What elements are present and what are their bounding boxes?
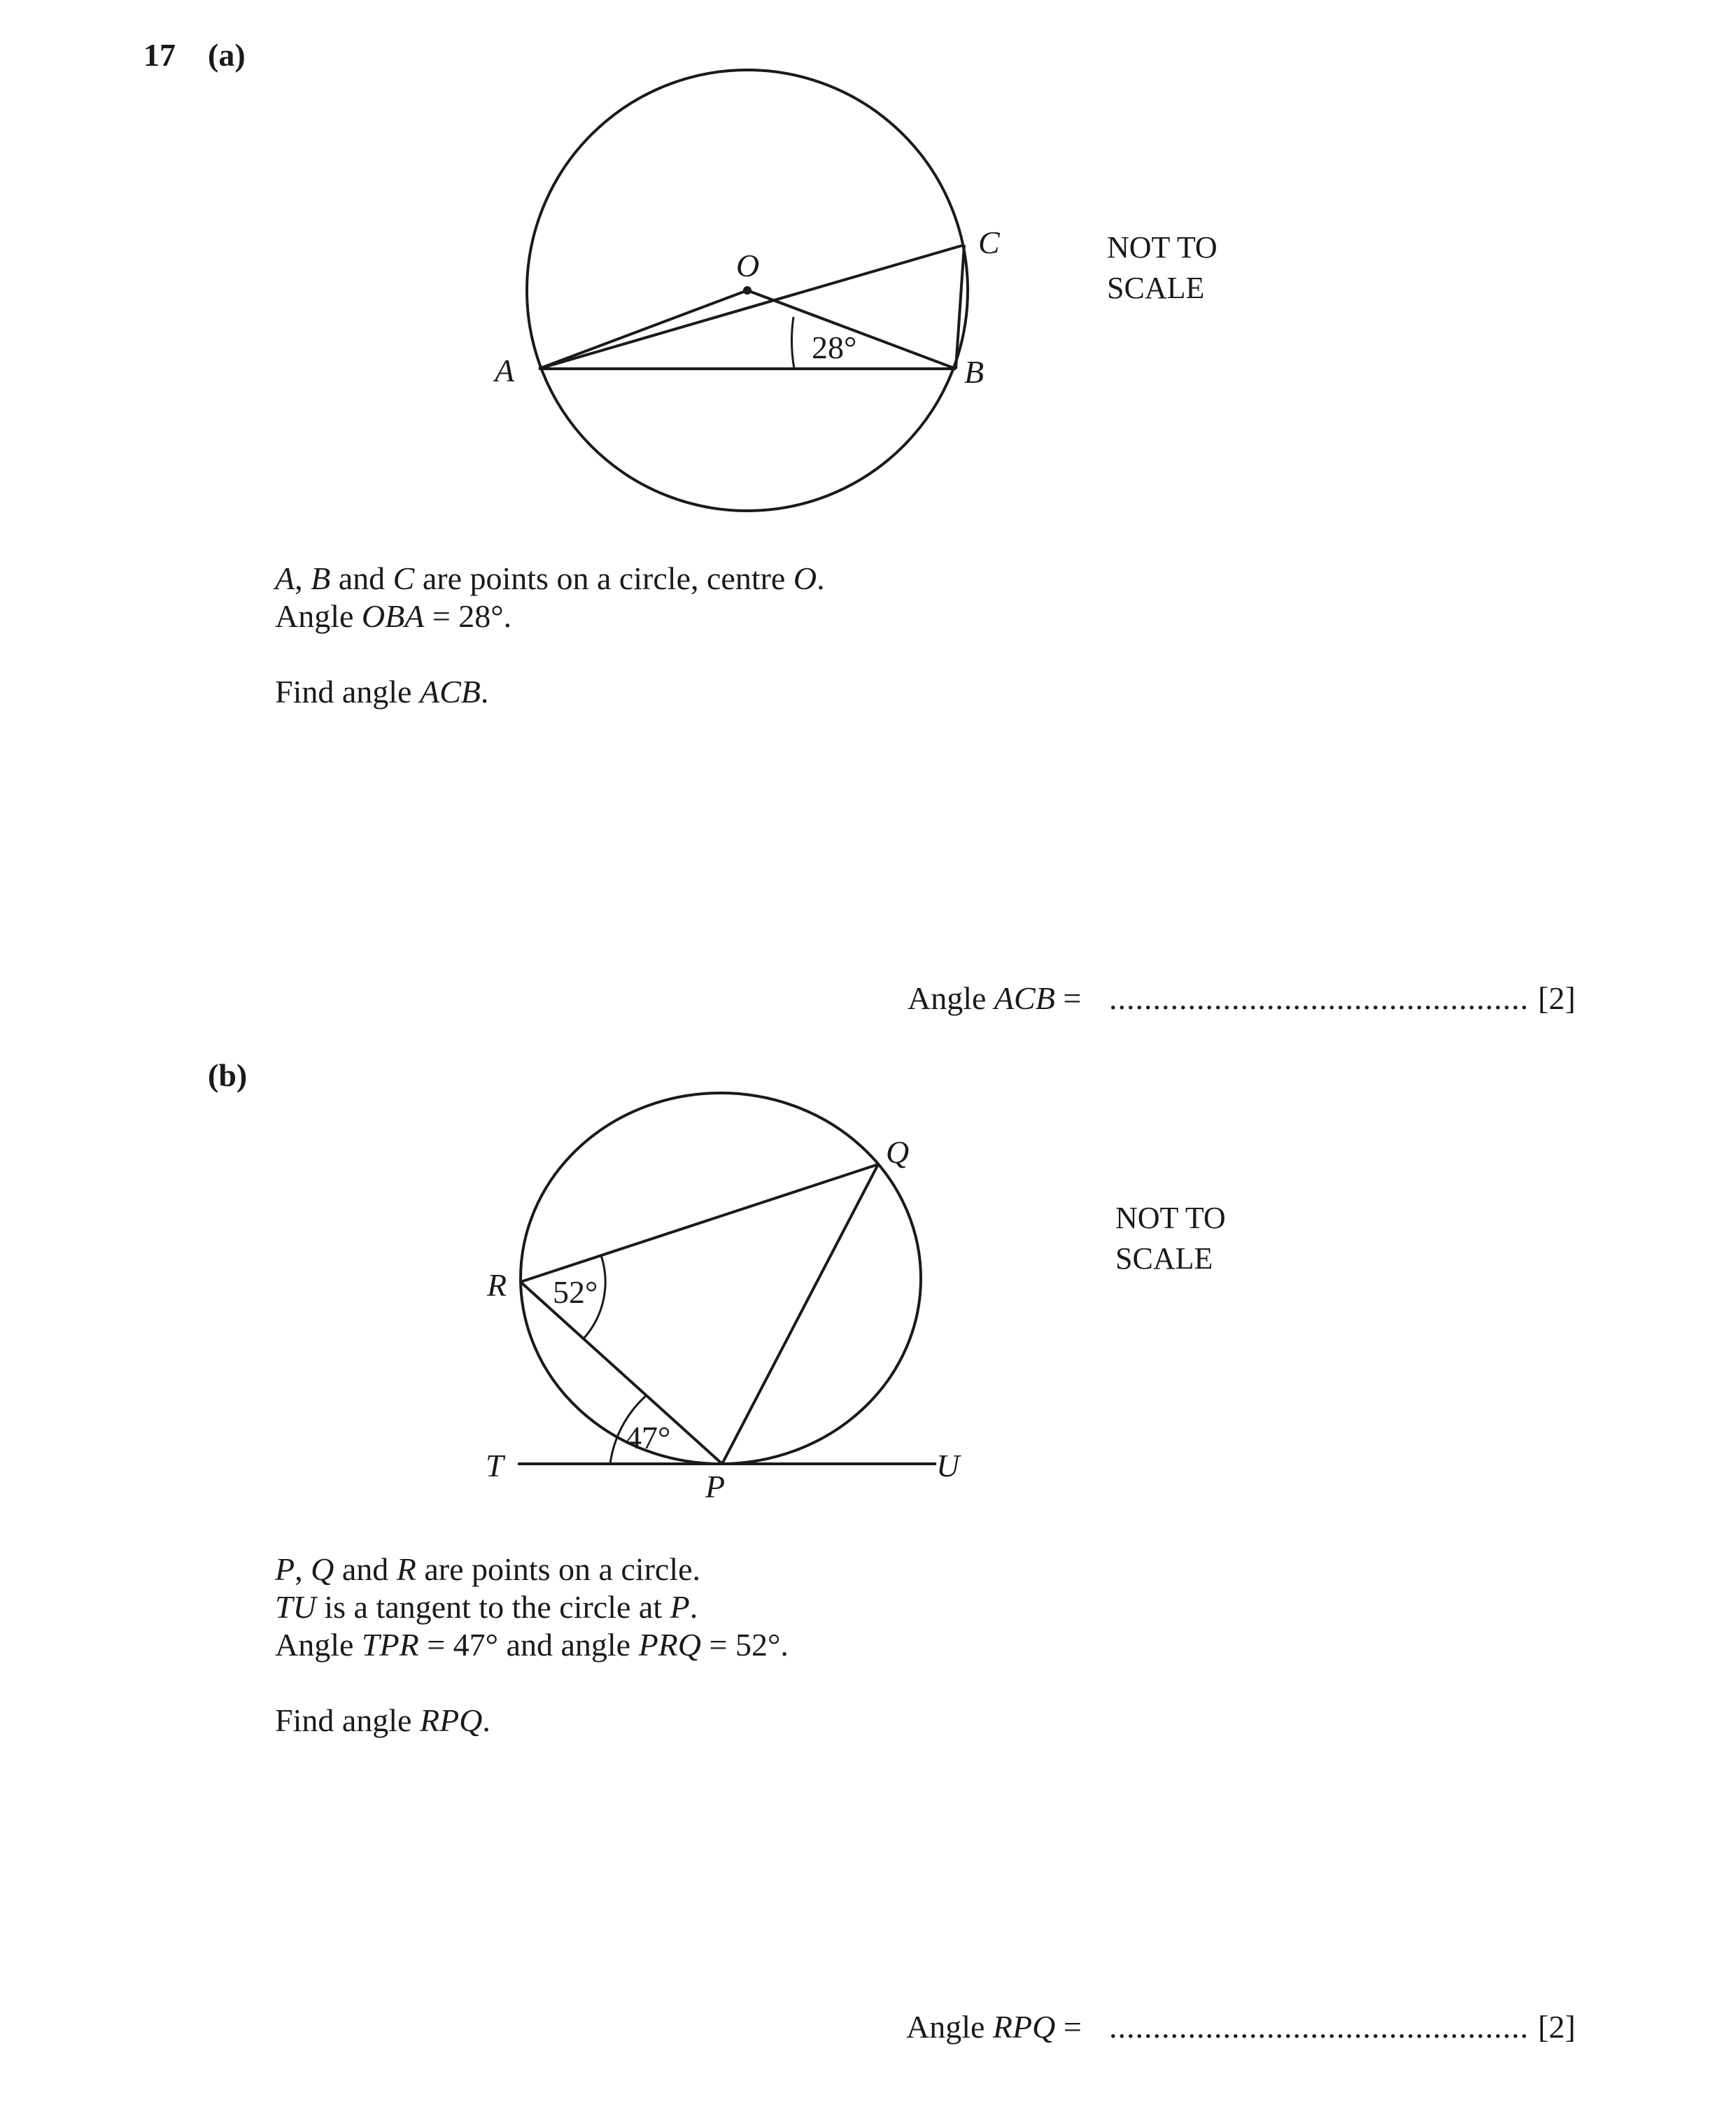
part-a-answer-line: Angle ACB = bbox=[908, 980, 1082, 1016]
not-to-scale-line-2: SCALE bbox=[1115, 1241, 1213, 1276]
part-b-marks: [2] bbox=[1538, 2009, 1576, 2045]
not-to-scale-line-1: NOT TO bbox=[1115, 1201, 1226, 1235]
label-c: C bbox=[978, 225, 1000, 260]
part-b-answer-line: Angle RPQ = bbox=[906, 2009, 1082, 2045]
part-b-stem-line-3: Angle TPR = 47° and angle PRQ = 52°. bbox=[275, 1627, 789, 1663]
part-a-stem-line-1: A, B and C are points on a circle, centre O. bbox=[275, 560, 825, 596]
label-p: P bbox=[705, 1469, 726, 1504]
angle-label-52: 52° bbox=[553, 1274, 598, 1310]
label-t: T bbox=[486, 1448, 504, 1483]
part-a-stem-line-2: Angle OBA = 28°. bbox=[275, 598, 512, 634]
label-a: A bbox=[495, 353, 515, 388]
part-a-answer-field[interactable]: ................................................ bbox=[1109, 980, 1529, 1016]
part-a-marks: [2] bbox=[1538, 980, 1576, 1016]
angle-label-47: 47° bbox=[626, 1420, 671, 1455]
part-b-stem-line-1: P, Q and R are points on a circle. bbox=[275, 1551, 701, 1587]
label-u: U bbox=[936, 1448, 960, 1483]
part-b-answer-field[interactable]: ................................................ bbox=[1109, 2009, 1529, 2045]
label-o: O bbox=[736, 248, 760, 283]
label-q: Q bbox=[886, 1134, 910, 1170]
part-b-label: (b) bbox=[208, 1057, 248, 1093]
part-b-not-to-scale bbox=[1115, 1198, 1226, 1279]
part-a-label: (a) bbox=[208, 37, 246, 73]
part-a-find-angle: Find angle ACB. bbox=[275, 674, 489, 710]
part-b-find-angle: Find angle RPQ. bbox=[275, 1702, 491, 1738]
label-r: R bbox=[487, 1267, 507, 1303]
label-b: B bbox=[964, 354, 985, 390]
not-to-scale-line-1: NOT TO bbox=[1107, 230, 1218, 264]
angle-label-28: 28° bbox=[812, 330, 857, 365]
question-number: 17 bbox=[143, 37, 176, 73]
chord-rp bbox=[521, 1282, 722, 1464]
not-to-scale-line-2: SCALE bbox=[1107, 271, 1205, 305]
part-b-stem-line-2: TU is a tangent to the circle at P. bbox=[275, 1589, 698, 1625]
